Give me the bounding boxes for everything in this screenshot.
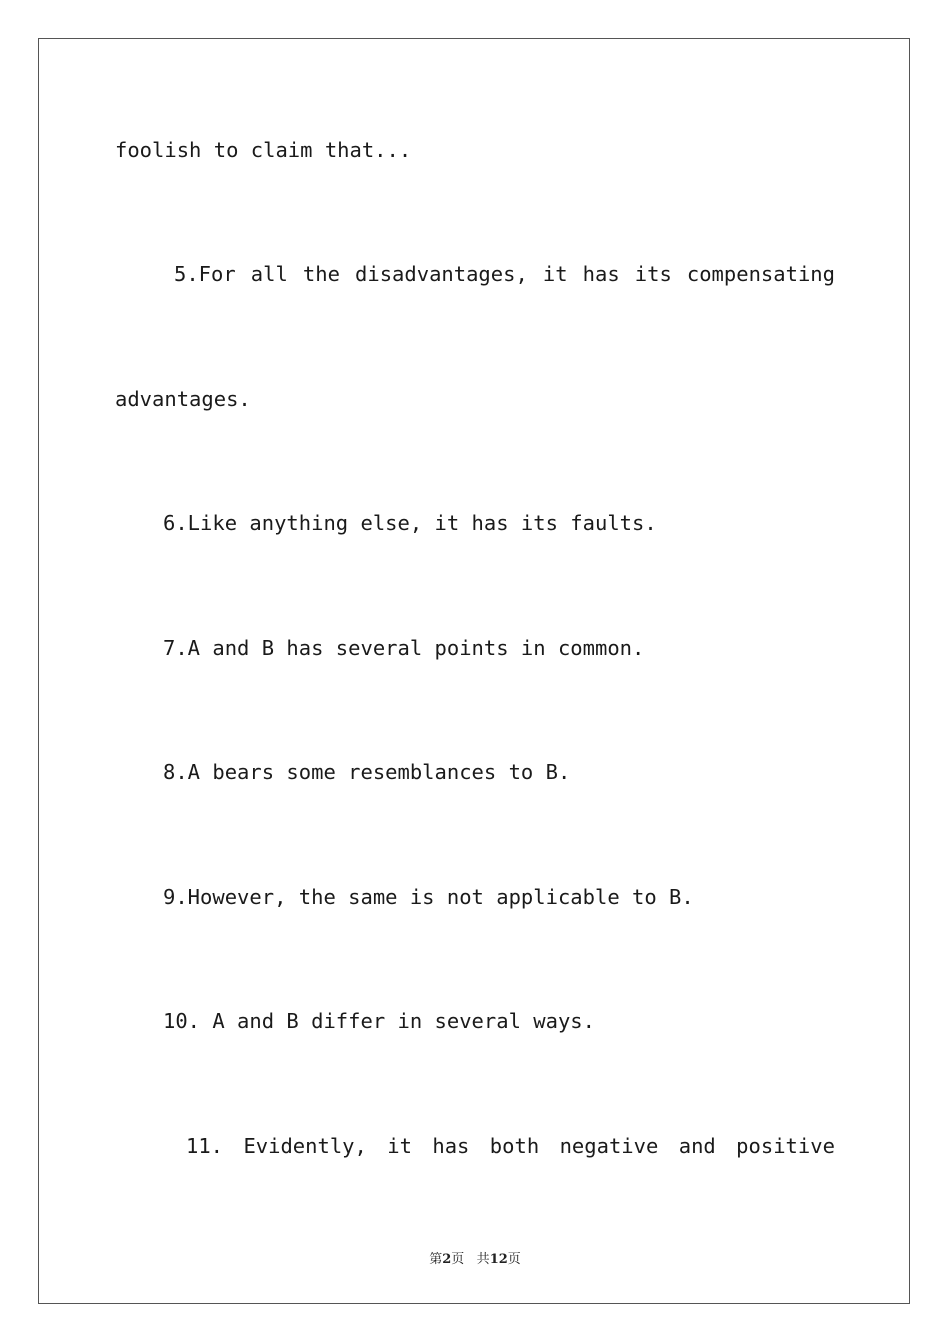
word: disadvantages, xyxy=(355,262,528,286)
footer-prefix: 第 xyxy=(429,1252,443,1267)
text-line-3: advantages. xyxy=(115,387,251,411)
text-line-6: 8.A bears some resemblances to B. xyxy=(163,760,571,784)
page-footer xyxy=(0,1248,950,1267)
text-line-7: 9.However, the same is not applicable to B. xyxy=(163,885,694,909)
word: it xyxy=(542,262,568,286)
text-line-4: 6.Like anything else, it has its faults. xyxy=(163,511,657,535)
text-line-9 xyxy=(186,1134,835,1158)
footer-page-word: 页 xyxy=(451,1252,465,1267)
text-line-2 xyxy=(174,262,835,286)
word: compensating xyxy=(686,262,835,286)
text-line-5: 7.A and B has several points in common. xyxy=(163,636,645,660)
footer-total-prefix: 共 xyxy=(476,1252,490,1267)
word: the xyxy=(302,262,340,286)
word: all xyxy=(250,262,288,286)
word: its xyxy=(634,262,672,286)
total-pages-number: 12 xyxy=(489,1252,508,1267)
word: negative xyxy=(559,1134,659,1158)
word: positive xyxy=(736,1134,835,1158)
word: 11. xyxy=(186,1134,224,1158)
word: Evidently, xyxy=(243,1134,367,1158)
word: and xyxy=(678,1134,716,1158)
footer-total-suffix: 页 xyxy=(507,1252,521,1267)
text-line-1: foolish to claim that... xyxy=(115,138,412,162)
current-page-number: 2 xyxy=(442,1252,452,1267)
page-frame xyxy=(38,38,910,1304)
word: has xyxy=(582,262,620,286)
word: 5.For xyxy=(174,262,236,286)
word: both xyxy=(489,1134,540,1158)
text-line-8: 10. A and B differ in several ways. xyxy=(163,1009,595,1033)
word: it xyxy=(387,1134,412,1158)
word: has xyxy=(432,1134,470,1158)
